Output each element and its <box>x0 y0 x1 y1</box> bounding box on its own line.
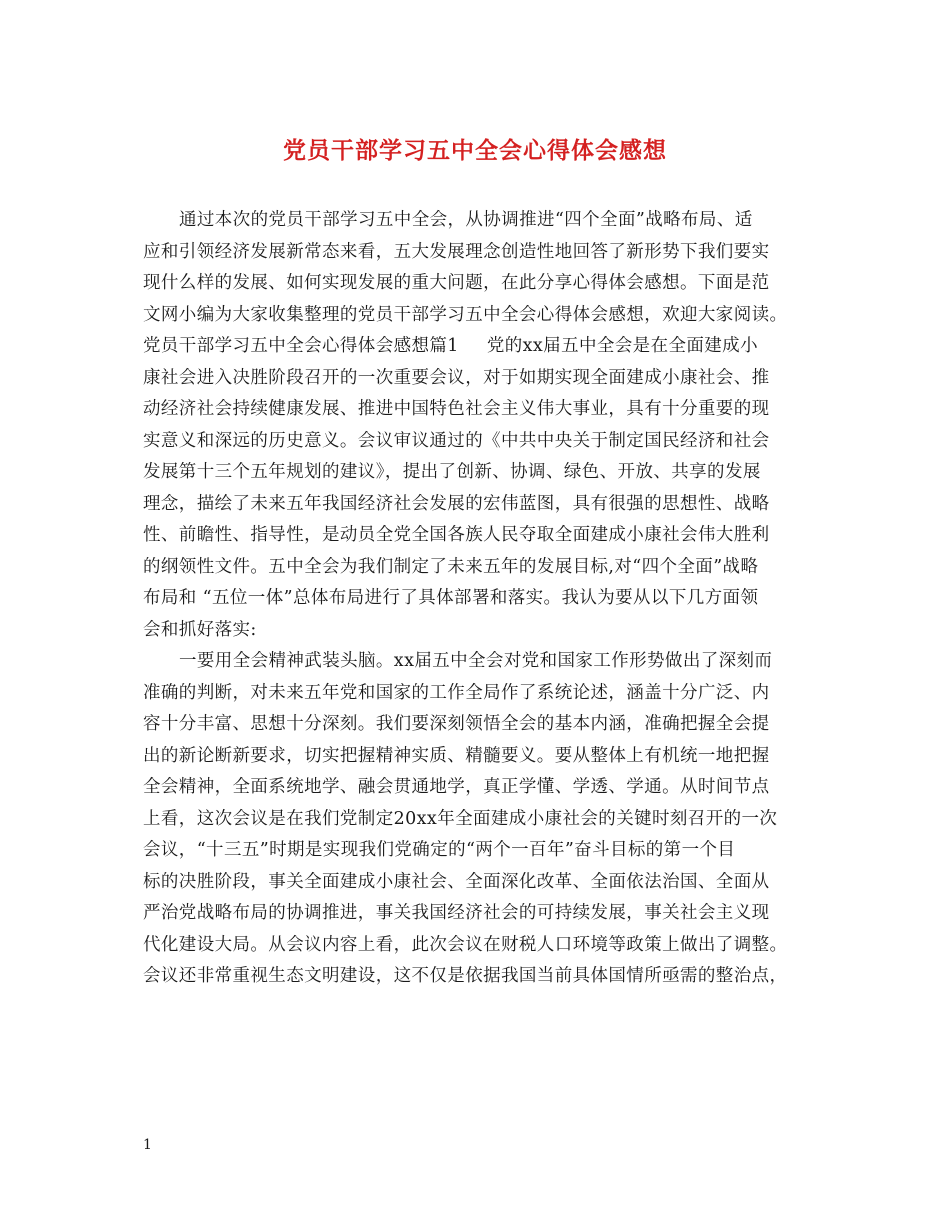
text-line: 准确的判断，对未来五年党和国家的工作全局作了系统论述，涵盖十分广泛、内 <box>143 682 770 703</box>
text-line: 出的新论断新要求，切实把握精神实质、精髓要义。要从整体上有机统一地把握 <box>143 745 770 766</box>
text-line: 容十分丰富、思想十分深刻。我们要深刻领悟全会的基本内涵，准确把握全会提 <box>143 714 770 734</box>
text-line: 动经济社会持续健康发展、推进中国特色社会主义伟大事业，具有十分重要的现 <box>143 399 770 419</box>
section-text: 党的xx届五中全会是在全面建成小 <box>486 336 758 356</box>
text-line: 理念，描绘了未来五年我国经济社会发展的宏伟蓝图，具有很强的思想性、战略 <box>143 493 770 514</box>
text-line: 性、前瞻性、指导性，是动员全党全国各族人民夺取全面建成小康社会伟大胜利 <box>143 525 770 545</box>
document-body <box>143 205 811 993</box>
text-line: 文网小编为大家收集整理的党员干部学习五中全会心得体会感想，欢迎大家阅读。 <box>143 304 788 325</box>
text-line: 一要用全会精神武装头脑。xx届五中全会对党和国家工作形势做出了深刻而 <box>179 651 773 671</box>
text-line: 标的决胜阶段，事关全面建成小康社会、全面深化改革、全面依法治国、全面从 <box>143 871 770 892</box>
text-line: 会和抓好落实: <box>143 619 257 640</box>
text-line: 实意义和深远的历史意义。会议审议通过的《中共中央关于制定国民经济和社会 <box>143 430 770 451</box>
text-line: 康社会进入决胜阶段召开的一次重要会议，对于如期实现全面建成小康社会、推 <box>143 367 770 388</box>
text-line: 发展第十三个五年规划的建议》，提出了创新、协调、绿色、开放、共享的发展 <box>143 462 761 482</box>
text-line: 代化建设大局。从会议内容上看，此次会议在财税人口环境等政策上做出了调整。 <box>143 934 788 955</box>
text-line: 会议还非常重视生态文明建设，这不仅是依据我国当前具体国情所亟需的整治点， <box>143 966 788 986</box>
page-number: 1 <box>143 1137 152 1153</box>
text-line: 会议，“十三五”时期是实现我们党确定的“两个一百年”奋斗目标的第一个目 <box>143 840 736 860</box>
text-line: 通过本次的党员干部学习五中全会，从协调推进“四个全面”战略布局、适 <box>179 210 753 230</box>
text-line: 布局和 “五位一体”总体布局进行了具体部署和落实。我认为要从以下几方面领 <box>143 588 759 608</box>
text-line: 上看，这次会议是在我们党制定20xx年全面建成小康社会的关键时刻召开的一次 <box>143 808 778 829</box>
section-heading: 党员干部学习五中全会心得体会感想篇1 <box>143 336 459 356</box>
text-line: 现什么样的发展、如何实现发展的重大问题，在此分享心得体会感想。下面是范 <box>143 273 770 293</box>
document-title: 党员干部学习五中全会心得体会感想 <box>283 138 667 164</box>
text-line: 严治党战略布局的协调推进，事关我国经济社会的可持续发展，事关社会主义现 <box>143 903 770 923</box>
text-line <box>143 331 811 363</box>
text-line: 的纲领性文件。五中全会为我们制定了未来五年的发展目标,对“四个全面”战略 <box>143 556 759 577</box>
text-line: 全会精神，全面系统地学、融会贯通地学，真正学懂、学透、学通。从时间节点 <box>143 777 770 797</box>
text-line: 应和引领经济发展新常态来看，五大发展理念创造性地回答了新形势下我们要实 <box>143 241 770 262</box>
